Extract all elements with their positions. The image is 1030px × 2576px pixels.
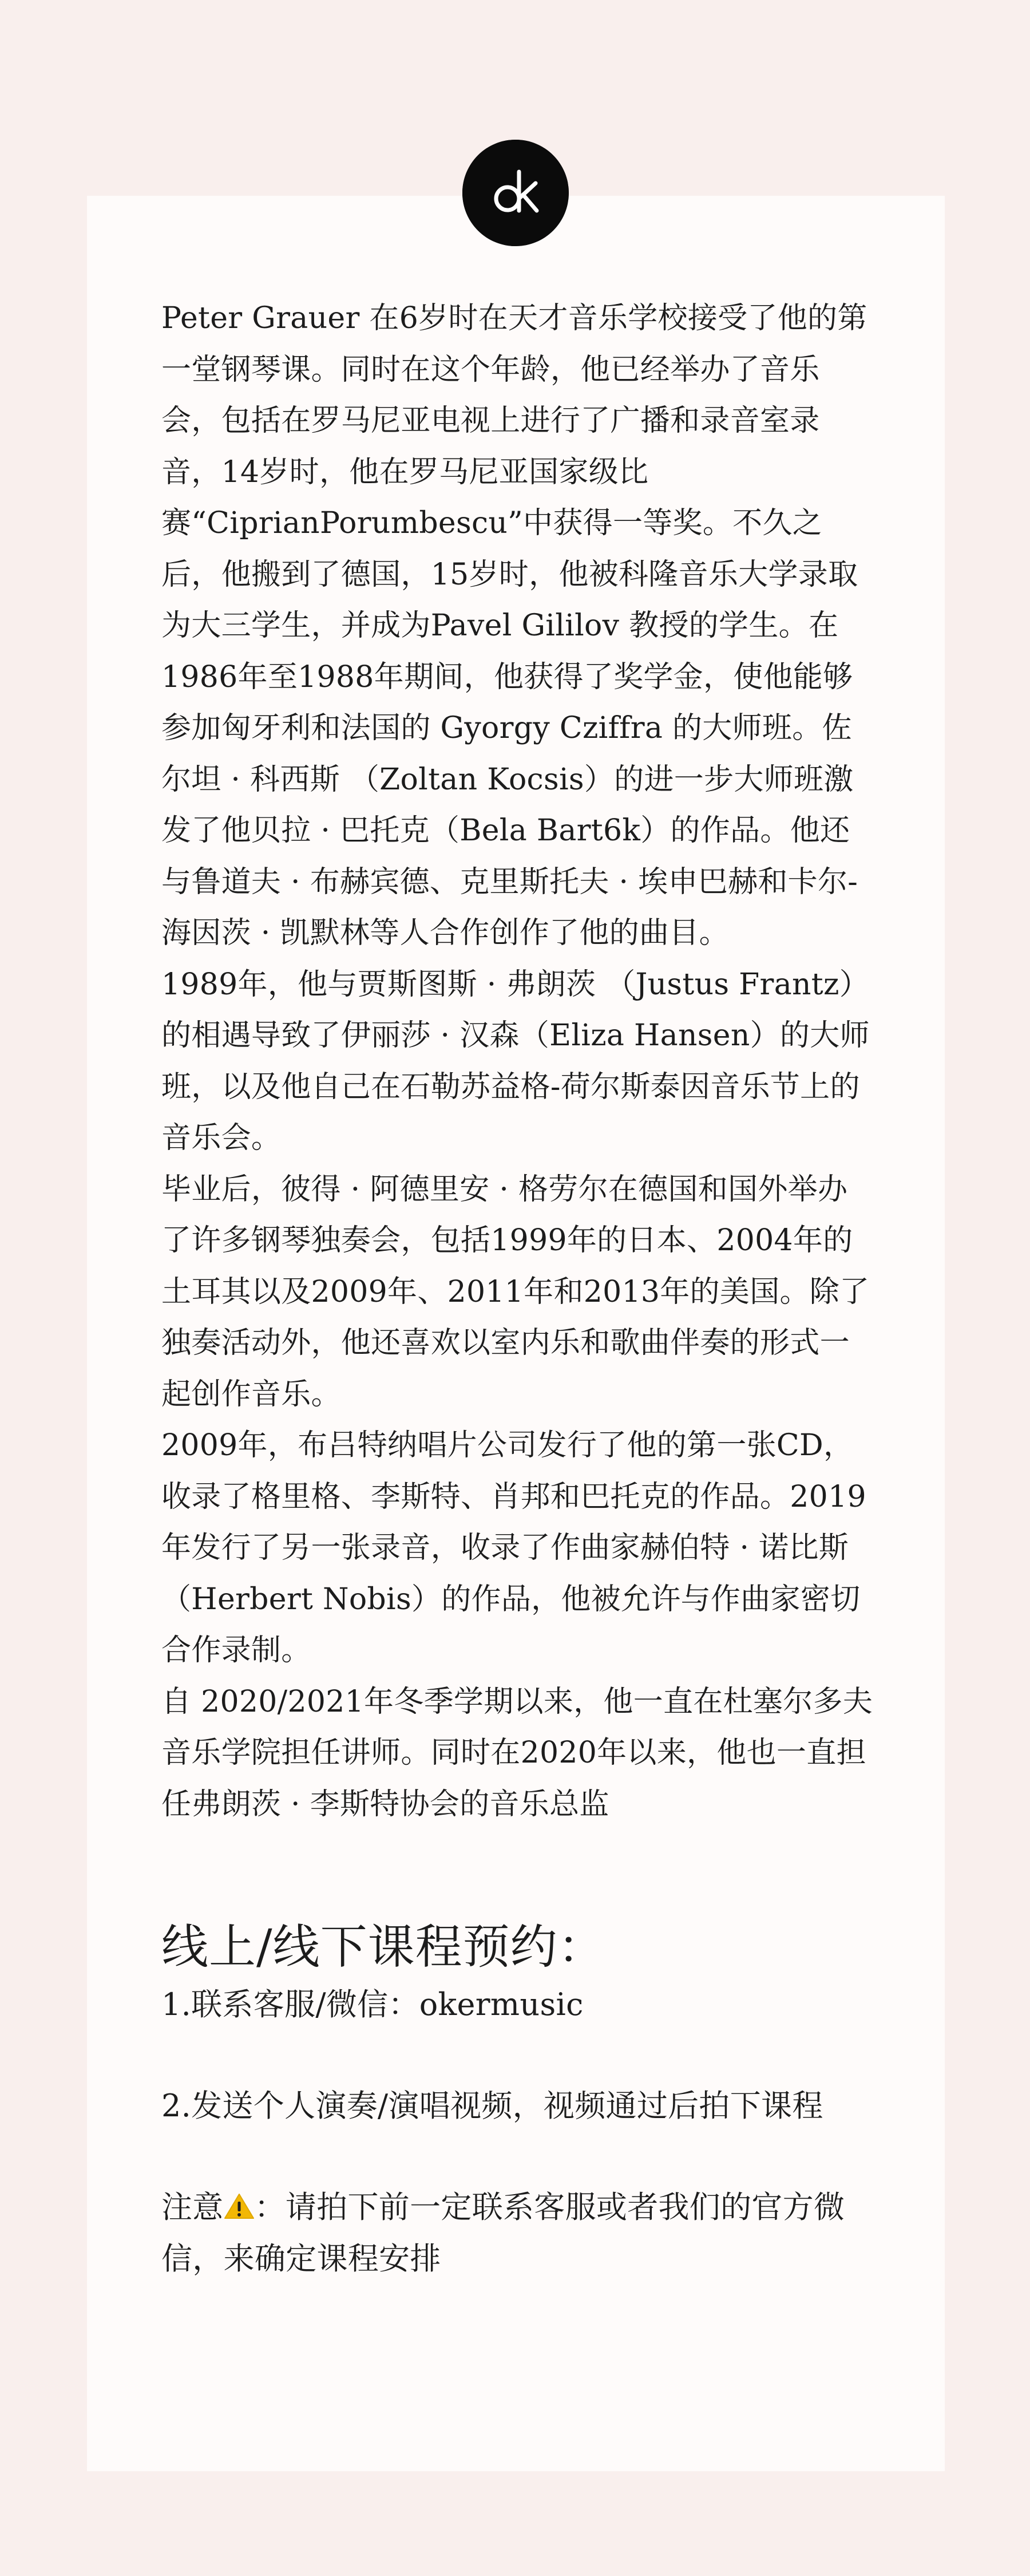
booking-step-2: 2.发送个人演奏/演唱视频，视频通过后拍下课程: [161, 2088, 823, 2124]
bio-paragraph-3: 毕业后，彼得 · 阿德里安 · 格劳尔在德国和国外举办了许多钢琴独奏会，包括1999年的日本、2004年的土耳其以及2009年、2011年和2013年的美国。除了独奏活动外，他还喜欢以室内乐和歌曲伴奏的形式一起创作音乐。: [161, 1172, 870, 1412]
bio-paragraph-1: Peter Grauer 在6岁时在天才音乐学校接受了他的第一堂钢琴课。同时在这个年龄，他已经举办了音乐会，包括在罗马尼亚电视上进行了广播和录音室录音，14岁时，他在罗马尼亚国家级比赛“CiprianPorumbescu”中获得一等奖。不久之后，他搬到了德国，15岁时，他被科隆音乐大学录取为大三学生，并成为Pavel Gililov 教授的学生。在1986年至1988年期间，他获得了奖学金，使他能够参加匈牙利和法国的 Gyorgy Cziffra 的大师班。佐尔坦 · 科西斯 （Zoltan Kocsis）的进一步大师班激发了他贝拉 · 巴托克（Bela Bart6k）的作品。他还与鲁道夫 · 布赫宾德、克里斯托夫 · 埃申巴赫和卡尔-海因茨 · 凯默林等人合作创作了他的曲目。: [161, 301, 867, 950]
booking-step-1: 1.联系客服/微信：okermusic: [161, 1986, 584, 2022]
booking-title: 线上/线下课程预约：: [161, 1920, 605, 1974]
bio-paragraph-5: 自 2020/2021年冬季学期以来，他一直在杜塞尔多夫音乐学院担任讲师。同时在2020年以来，他也一直担任弗朗茨 · 李斯特协会的音乐总监: [161, 1684, 873, 1822]
ok-logo-icon: [462, 140, 569, 246]
warning-icon: [224, 2192, 255, 2220]
bio-paragraph-4: 2009年，布吕特纳唱片公司发行了他的第一张CD，收录了格里格、李斯特、肖邦和巴托克的作品。2019年发行了另一张录音，收录了作曲家赫伯特 · 诺比斯（Herbert Nobis）的作品，他被允许与作曲家密切合作录制。: [161, 1428, 866, 1668]
biography: [161, 293, 877, 1830]
booking-section: [161, 1916, 877, 2285]
note-prefix: 注意: [161, 2189, 224, 2225]
booking-note: [161, 2182, 877, 2285]
brand-logo: [462, 140, 569, 246]
bio-paragraph-2: 1989年，他与贾斯图斯 · 弗朗茨 （Justus Frantz）的相遇导致了伊丽莎 · 汉森（Eliza Hansen）的大师班，以及他自己在石勒苏益格-荷尔斯泰因音乐节上的音乐会。: [161, 967, 870, 1155]
note-text: ：请拍下前一定联系客服或者我们的官方微信，来确定课程安排: [161, 2189, 845, 2277]
main-content: [161, 293, 877, 2285]
